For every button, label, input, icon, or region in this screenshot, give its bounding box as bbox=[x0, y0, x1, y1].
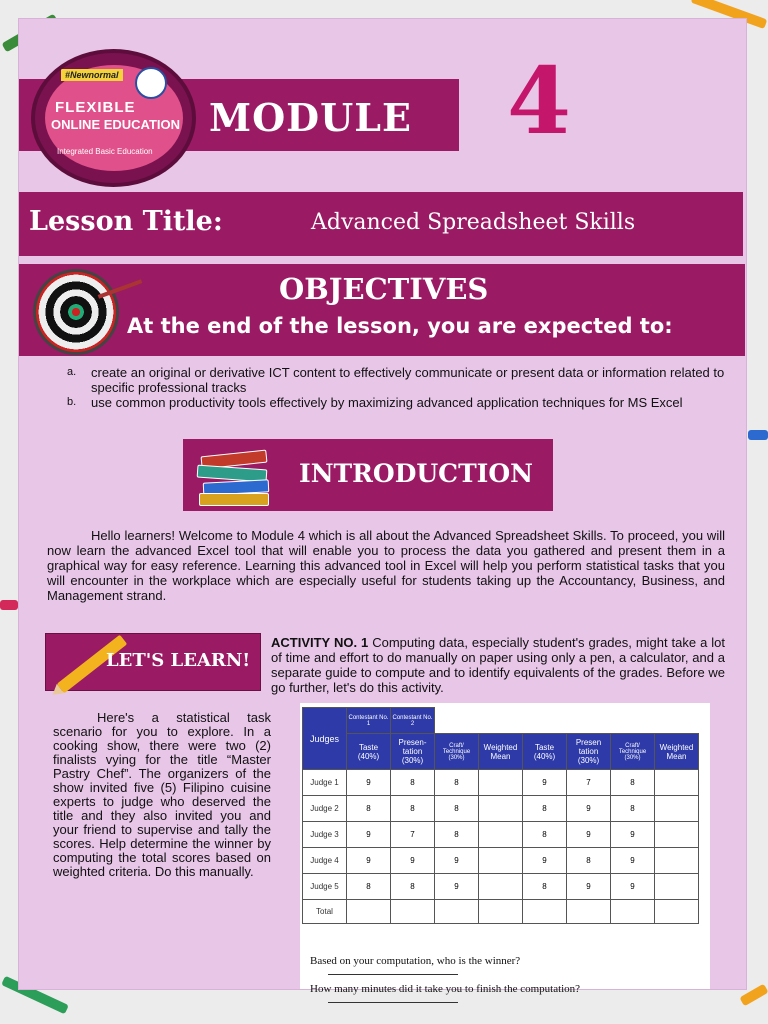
judge-label: Judge 2 bbox=[303, 796, 347, 822]
introduction-body: Hello learners! Welcome to Module 4 which is all about the Advanced Spreadsheet Skills. To proceed, you will now learn the advanced Excel tool that will enable you to process the data you gathered and present them in a graphical way for easy reference. Learning this advanced tool in Excel will help you perform statistical tasks that you will encounter in the workplace which are especially useful for students taking up the Accountancy, Business, and Management strand. bbox=[47, 528, 725, 603]
table-row bbox=[303, 874, 699, 900]
weighted-mean-cell[interactable] bbox=[479, 822, 523, 848]
score-cell: 8 bbox=[347, 796, 391, 822]
score-cell: 8 bbox=[391, 770, 435, 796]
criteria-header: Taste (40%) bbox=[347, 734, 391, 770]
score-cell: 8 bbox=[435, 796, 479, 822]
table-row bbox=[303, 770, 699, 796]
weighted-mean-cell[interactable] bbox=[655, 796, 699, 822]
answer-line[interactable] bbox=[328, 974, 458, 975]
objective-text: use common productivity tools effectively by maximizing advanced application techniques for MS Excel bbox=[91, 395, 683, 410]
weighted-mean-cell[interactable] bbox=[479, 848, 523, 874]
lets-learn-label: LET'S LEARN! bbox=[106, 650, 251, 671]
objective-item bbox=[67, 395, 727, 410]
weighted-mean-cell[interactable] bbox=[655, 848, 699, 874]
module-word: MODULE bbox=[209, 95, 412, 140]
judge-label: Judge 5 bbox=[303, 874, 347, 900]
dartboard-icon bbox=[33, 269, 119, 355]
score-cell: 9 bbox=[391, 848, 435, 874]
logo-line-3: Integrated Basic Education bbox=[57, 147, 153, 156]
total-cell[interactable] bbox=[523, 900, 567, 924]
introduction-bar bbox=[183, 439, 553, 511]
contestant-2-header: Contestant No. 2 bbox=[391, 708, 435, 734]
score-cell: 9 bbox=[347, 848, 391, 874]
lesson-title-label: Lesson Title: bbox=[29, 206, 223, 237]
score-cell: 9 bbox=[567, 874, 611, 900]
score-cell: 9 bbox=[347, 770, 391, 796]
judges-header: Judges bbox=[303, 708, 347, 770]
weighted-mean-cell[interactable] bbox=[655, 874, 699, 900]
table-row bbox=[303, 796, 699, 822]
activity-heading: ACTIVITY NO. 1 bbox=[271, 635, 369, 650]
scenario-text: Here's a statistical task scenario for you to explore. In a cooking show, there were two (2) finalists vying for the title “Master Pastry Chef”. The organizers of the show invited five (5) Filipino cuisine experts to judge who deserved the title and they also invited you and your friend to supervise and tally the scores. Help determine the winner by computing the total scores based on weighted criteria. Do this manually. bbox=[53, 710, 271, 879]
score-cell: 9 bbox=[567, 822, 611, 848]
score-cell: 8 bbox=[611, 796, 655, 822]
score-cell: 8 bbox=[611, 770, 655, 796]
judge-label: Judge 3 bbox=[303, 822, 347, 848]
total-cell[interactable] bbox=[435, 900, 479, 924]
objectives-list bbox=[67, 365, 727, 410]
module-page bbox=[18, 18, 747, 995]
lets-learn-banner bbox=[45, 633, 261, 691]
score-cell: 9 bbox=[523, 848, 567, 874]
score-cell: 8 bbox=[391, 796, 435, 822]
score-cell: 7 bbox=[391, 822, 435, 848]
criteria-header: Taste (40%) bbox=[523, 734, 567, 770]
score-cell: 8 bbox=[523, 796, 567, 822]
objectives-title: OBJECTIVES bbox=[279, 272, 489, 306]
judge-label: Judge 1 bbox=[303, 770, 347, 796]
table-row bbox=[303, 822, 699, 848]
score-cell: 9 bbox=[611, 874, 655, 900]
activity-text bbox=[271, 635, 725, 695]
criteria-header: Weighted Mean bbox=[655, 734, 699, 770]
weighted-mean-cell[interactable] bbox=[655, 822, 699, 848]
activity-body: Computing data, especially student's grades, might take a lot of time and effort to do manually on paper using only a pen, a calculator, and a separate guide to compute and to identify equivalents of the grades. Before we go further, let's do this activity. bbox=[271, 635, 725, 695]
objective-marker: b. bbox=[67, 396, 77, 408]
total-cell[interactable] bbox=[347, 900, 391, 924]
total-cell[interactable] bbox=[567, 900, 611, 924]
score-cell: 8 bbox=[435, 822, 479, 848]
score-cell: 9 bbox=[523, 770, 567, 796]
books-icon bbox=[195, 447, 275, 507]
total-cell[interactable] bbox=[611, 900, 655, 924]
score-cell: 8 bbox=[567, 848, 611, 874]
objectives-subtitle: At the end of the lesson, you are expected to: bbox=[127, 314, 673, 338]
school-seal-icon bbox=[135, 67, 167, 99]
question-minutes: How many minutes did it take you to finish the computation? bbox=[310, 983, 581, 995]
logo-line-1: FLEXIBLE bbox=[55, 99, 136, 116]
objective-text: create an original or derivative ICT content to effectively communicate or present data or information related to specific professional tracks bbox=[91, 365, 725, 395]
score-cell: 9 bbox=[347, 822, 391, 848]
score-cell: 9 bbox=[435, 848, 479, 874]
score-table bbox=[302, 707, 699, 924]
school-logo bbox=[31, 49, 196, 187]
lesson-title-value: Advanced Spreadsheet Skills bbox=[311, 210, 636, 235]
introduction-title: INTRODUCTION bbox=[299, 459, 534, 488]
score-cell: 8 bbox=[523, 822, 567, 848]
score-cell: 8 bbox=[523, 874, 567, 900]
criteria-header: Weighted Mean bbox=[479, 734, 523, 770]
score-table-panel bbox=[300, 703, 710, 995]
objectives-bar bbox=[19, 264, 745, 356]
judge-label: Judge 4 bbox=[303, 848, 347, 874]
objective-item bbox=[67, 365, 727, 395]
logo-line-2: ONLINE EDUCATION bbox=[51, 117, 181, 132]
background-pencil bbox=[748, 430, 768, 440]
answer-line[interactable] bbox=[328, 1002, 458, 1003]
objective-marker: a. bbox=[67, 366, 77, 378]
score-cell: 9 bbox=[611, 848, 655, 874]
module-number: 4 bbox=[507, 47, 572, 155]
criteria-header: Presen-tation (30%) bbox=[391, 734, 435, 770]
background-pencil bbox=[0, 600, 18, 610]
weighted-mean-cell[interactable] bbox=[655, 770, 699, 796]
logo-badge: #Newnormal bbox=[61, 69, 123, 81]
weighted-mean-cell[interactable] bbox=[479, 770, 523, 796]
weighted-mean-cell[interactable] bbox=[479, 796, 523, 822]
score-cell: 8 bbox=[347, 874, 391, 900]
score-cell: 8 bbox=[435, 770, 479, 796]
contestant-1-header: Contestant No. 1 bbox=[347, 708, 391, 734]
score-rows bbox=[303, 770, 699, 900]
criteria-header: Craft/ Technique (30%) bbox=[611, 734, 655, 770]
total-cell[interactable] bbox=[655, 900, 699, 924]
weighted-mean-cell[interactable] bbox=[479, 874, 523, 900]
score-cell: 9 bbox=[611, 822, 655, 848]
score-cell: 9 bbox=[435, 874, 479, 900]
criteria-header: Presen tation (30%) bbox=[567, 734, 611, 770]
criteria-header: Craft/ Technique (30%) bbox=[435, 734, 479, 770]
total-cell[interactable] bbox=[391, 900, 435, 924]
score-cell: 7 bbox=[567, 770, 611, 796]
total-label: Total bbox=[303, 900, 347, 924]
lesson-title-bar bbox=[19, 192, 743, 256]
question-winner: Based on your computation, who is the winner? bbox=[310, 955, 521, 967]
score-cell: 9 bbox=[567, 796, 611, 822]
table-row bbox=[303, 848, 699, 874]
total-cell[interactable] bbox=[479, 900, 523, 924]
score-cell: 8 bbox=[391, 874, 435, 900]
